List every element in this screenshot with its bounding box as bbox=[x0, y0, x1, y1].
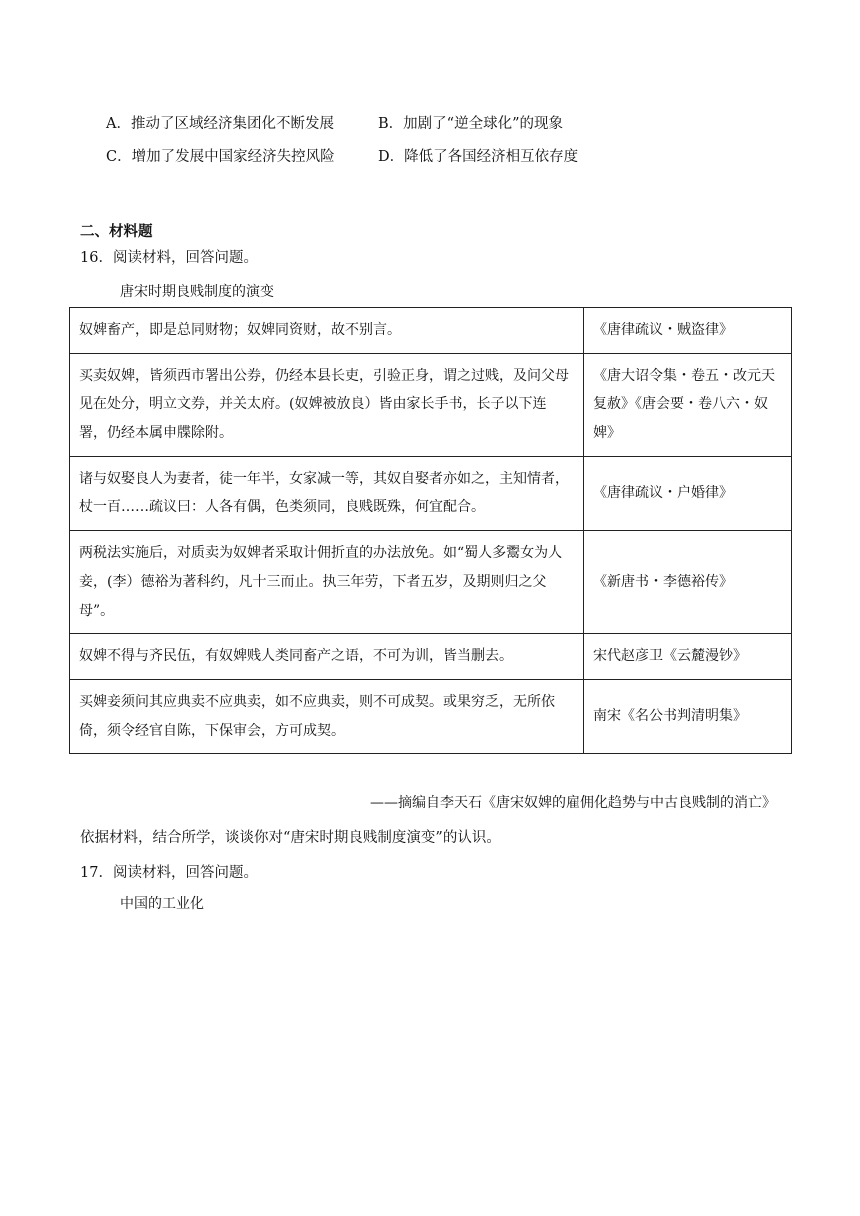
material-source: 《唐律疏议・户婚律》 bbox=[584, 456, 792, 530]
q17-subtitle: 中国的工业化 bbox=[120, 896, 204, 912]
table-row bbox=[70, 353, 792, 456]
option-a: A．推动了区域经济集团化不断发展 bbox=[106, 116, 334, 132]
material-table bbox=[69, 307, 792, 754]
q17-prompt: 17．阅读材料，回答问题。 bbox=[80, 865, 258, 881]
material-text: 奴婢不得与齐民伍，有奴婢贱人类同畜产之语，不可为训，皆当删去。 bbox=[70, 634, 584, 680]
q16-question: 依据材料，结合所学，谈谈你对“唐宋时期良贱制度演变”的认识。 bbox=[80, 830, 501, 846]
material-source: 《新唐书・李德裕传》 bbox=[584, 531, 792, 634]
material-text: 买卖奴婢，皆须西市署出公券，仍经本县长吏，引验正身，谓之过贱，及问父母见在处分，明立文券，并关太府。(奴婢被放良）皆由家长手书，长子以下连署，仍经本属申牒除附。 bbox=[70, 353, 584, 456]
source-attribution: ——摘编自李天石《唐宋奴婢的雇佣化趋势与中古良贱制的消亡》 bbox=[370, 795, 776, 811]
table-row bbox=[70, 679, 792, 753]
material-text: 两税法实施后，对质卖为奴婢者采取计佣折直的办法放免。如“蜀人多鬻女为人妾，(李）德裕为著科约，凡十三而止。执三年劳，下者五岁，及期则归之父母”。 bbox=[70, 531, 584, 634]
option-d: D．降低了各国经济相互依存度 bbox=[378, 149, 579, 165]
q16-subtitle: 唐宋时期良贱制度的演变 bbox=[120, 284, 274, 300]
table-row bbox=[70, 634, 792, 680]
material-text: 买婢妾须问其应典卖不应典卖，如不应典卖，则不可成契。或果穷乏，无所依倚，须令经官自陈，下保审会，方可成契。 bbox=[70, 679, 584, 753]
table-row bbox=[70, 456, 792, 530]
material-source: 宋代赵彦卫《云麓漫钞》 bbox=[584, 634, 792, 680]
material-source: 《唐大诏令集・卷五・改元天复赦》《唐会要・卷八六・奴婢》 bbox=[584, 353, 792, 456]
q16-prompt: 16．阅读材料，回答问题。 bbox=[80, 250, 258, 266]
material-source: 《唐律疏议・贼盗律》 bbox=[584, 308, 792, 354]
option-b: B．加剧了“逆全球化”的现象 bbox=[378, 116, 563, 132]
material-source: 南宋《名公书判清明集》 bbox=[584, 679, 792, 753]
table-row bbox=[70, 531, 792, 634]
option-c: C．增加了发展中国家经济失控风险 bbox=[106, 149, 335, 165]
section-heading: 二、材料题 bbox=[80, 223, 153, 240]
material-text: 奴婢畜产，即是总同财物；奴婢同资财，故不别言。 bbox=[70, 308, 584, 354]
material-text: 诸与奴娶良人为妻者，徒一年半，女家减一等，其奴自娶者亦如之，主知情者，杖一百……疏议曰：人各有偶，色类须同，良贱既殊，何宜配合。 bbox=[70, 456, 584, 530]
table-row bbox=[70, 308, 792, 354]
